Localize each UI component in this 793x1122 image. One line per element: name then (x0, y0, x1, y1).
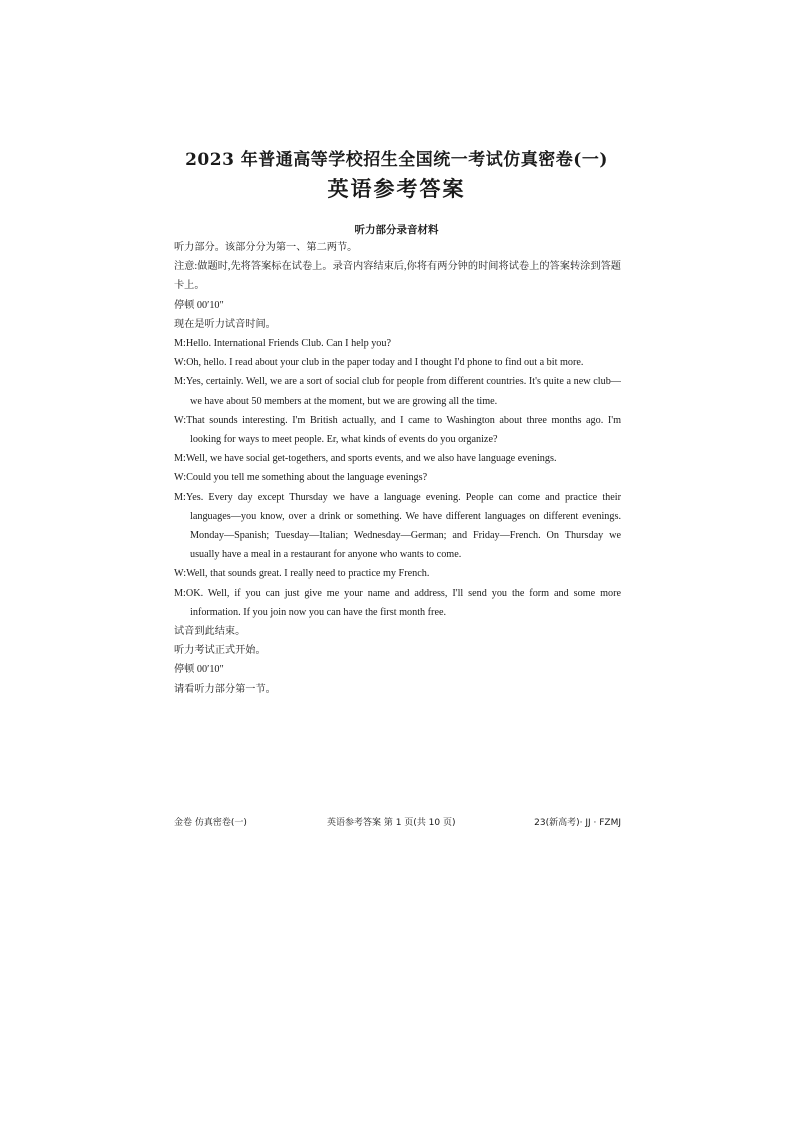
instruction-line: 听力考试正式开始。 (174, 645, 266, 657)
dialogue-line: M:Yes, certainly. Well, we are a sort of social club for people from different countries. It's quite a new club—we have about 50 members at the moment, but we are growing all the time. (174, 376, 621, 407)
instruction-line: 现在是听力试音时间。 (174, 318, 276, 330)
dialogue-line: M:Well, we have social get-togethers, and sports events, and we also have language evenings. (174, 453, 557, 465)
dialogue-line: W:That sounds interesting. I'm British actually, and I came to Washington about three months ago. I'm looking for ways to meet people. Er, what kinds of events do you organize? (174, 414, 621, 446)
dialogue-line: W:Could you tell me something about the language evenings? (174, 472, 428, 484)
instruction-line: 试音到此结束。 (174, 626, 246, 638)
document-subtitle: 英语参考答案 (327, 177, 466, 201)
listening-transcript (174, 238, 621, 699)
footer-right: 23(新高考)· JJ · FZMJ (534, 818, 621, 828)
dialogue-line: W:Oh, hello. I read about your club in the paper today and I thought I'd phone to find out a bit more. (174, 357, 584, 369)
footer-left: 金卷 仿真密卷(一) (174, 818, 247, 828)
instruction-line: 听力部分。该部分分为第一、第二两节。 (174, 242, 358, 253)
page-footer (174, 815, 621, 829)
dialogue-line: M:Yes. Every day except Thursday we have a language evening. People can come and practice their languages—you know, over a drink or something. We have different languages on different evenings. Monday—Spanish; Tuesday—Italian; Wednesday—German; and Friday—French. On Thursday we usually have a meal in a restaurant for anyone who wants to come. (174, 491, 621, 561)
document-title: 2023 年普通高等学校招生全国统一考试仿真密卷(一) (185, 150, 608, 170)
section-heading: 听力部分录音材料 (354, 224, 439, 236)
instruction-line: 注意:做题时,先将答案标在试卷上。录音内容结束后,你将有两分钟的时间将试卷上的答案转涂到答题卡上。 (174, 261, 621, 292)
footer-center: 英语参考答案 第 1 页(共 10 页) (327, 818, 456, 828)
instruction-line: 停顿 00′10″ (174, 664, 224, 676)
dialogue-line: W:Well, that sounds great. I really need to practice my French. (174, 568, 430, 580)
dialogue-line: M:OK. Well, if you can just give me your name and address, I'll send you the form and some more information. If you join now you can have the first month free. (174, 587, 621, 618)
instruction-line: 请看听力部分第一节。 (174, 683, 276, 695)
dialogue-line: M:Hello. International Friends Club. Can I help you? (174, 338, 392, 350)
instruction-line: 停顿 00′10″ (174, 299, 224, 311)
